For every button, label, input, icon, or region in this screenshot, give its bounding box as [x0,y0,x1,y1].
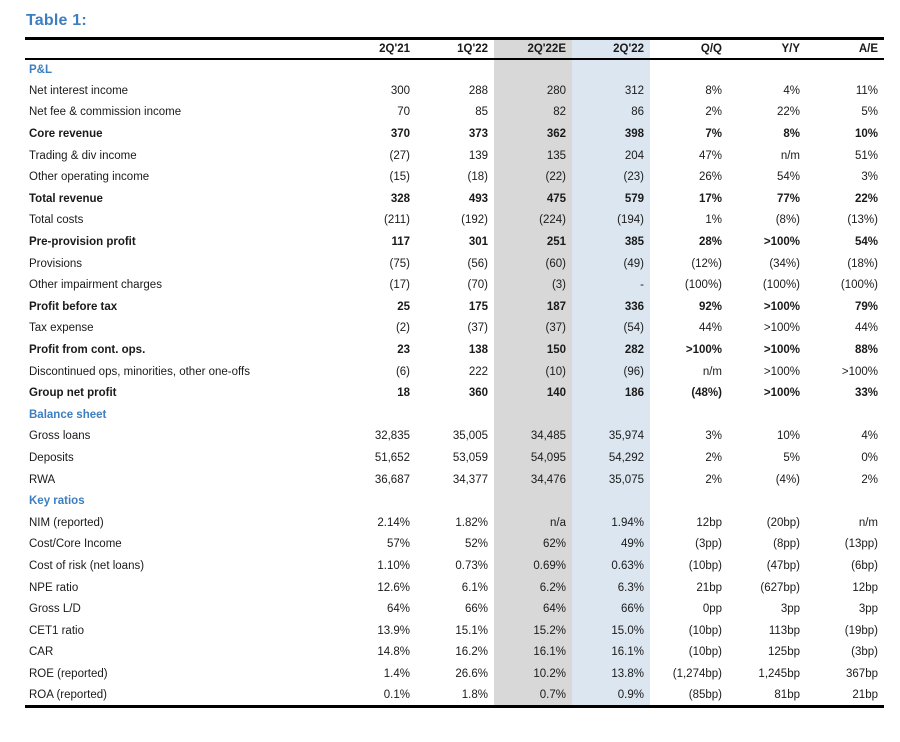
value-cell: 66% [464,603,488,616]
value-cell: 10% [854,128,878,141]
value-cell: 7% [705,128,722,141]
empty-cell [806,404,884,426]
value-cell: 53,059 [452,451,488,464]
value-cell: 1% [705,214,722,227]
value-cell: 300 [390,84,410,97]
value-cell: 82 [494,102,572,124]
row-label: Total costs [29,214,84,227]
value-cell: (2) [395,322,410,335]
section-header-row [25,404,884,426]
header-row-label [25,39,338,59]
value-cell: 222 [468,365,488,378]
value-cell: 35,005 [452,430,488,443]
value-cell: (17) [389,279,410,292]
value-cell: 81bp [774,688,800,701]
value-cell: 22% [854,192,878,205]
value-cell: 0% [861,451,878,464]
row-label: Gross L/D [29,603,81,616]
value-cell: 1.4% [383,667,410,680]
value-cell: 54,095 [494,447,572,469]
table-row [25,426,884,448]
row-label: Net interest income [29,84,129,97]
value-cell: 79% [854,300,878,313]
value-cell: 66% [572,598,650,620]
value-cell: (18) [467,171,488,184]
table-row [25,534,884,556]
table-row [25,318,884,340]
row-label: Profit from cont. ops. [29,344,146,357]
value-cell: 54% [776,171,800,184]
value-cell: 21bp [696,581,722,594]
row-label: Trading & div income [29,149,137,162]
value-cell: 16.2% [455,646,488,659]
value-cell: 336 [572,296,650,318]
value-cell: >100% [763,387,800,400]
row-label: Profit before tax [29,300,118,313]
value-cell: 5% [783,451,800,464]
value-cell: (54) [572,318,650,340]
row-label: Core revenue [29,128,103,141]
value-cell: (20bp) [766,516,800,529]
value-cell: 113bp [768,624,800,637]
value-cell: 360 [468,387,488,400]
value-cell: 328 [390,192,410,205]
section-title: Key ratios [29,495,85,508]
table-row [25,80,884,102]
value-cell: 398 [572,123,650,145]
value-cell: 17% [698,192,722,205]
row-label: Other operating income [29,171,150,184]
value-cell: 6.1% [461,581,488,594]
value-cell: (194) [572,210,650,232]
value-cell: 370 [390,128,410,141]
value-cell: 12.6% [377,581,410,594]
value-cell: 0.63% [572,555,650,577]
value-cell: 139 [468,149,488,162]
value-cell: 51% [854,149,878,162]
value-cell: 301 [468,236,488,249]
value-cell: >100% [763,365,800,378]
value-cell: 135 [494,145,572,167]
empty-cell [728,59,806,81]
row-label: NIM (reported) [29,516,104,529]
value-cell: 54% [854,236,878,249]
table-row [25,253,884,275]
value-cell: 3% [705,430,722,443]
value-cell: 0.69% [494,555,572,577]
empty-cell [572,59,650,81]
value-cell: 385 [572,231,650,253]
value-cell: 26% [698,171,722,184]
empty-cell [650,490,728,512]
table-row [25,231,884,253]
table-row [25,296,884,318]
value-cell: 33% [854,387,878,400]
value-cell: 373 [468,128,488,141]
value-cell: 5% [861,106,878,119]
row-label: ROE (reported) [29,667,108,680]
value-cell: (100%) [762,279,800,292]
table-row [25,145,884,167]
table-row [25,188,884,210]
row-label: CET1 ratio [29,624,84,637]
row-label: Gross loans [29,430,91,443]
empty-cell [806,490,884,512]
row-label: Net fee & commission income [29,106,182,119]
value-cell: (10bp) [688,624,722,637]
table-body [25,59,884,707]
value-cell: 3% [861,171,878,184]
value-cell: >100% [763,236,800,249]
value-cell: (37) [467,322,488,335]
table-row [25,339,884,361]
value-cell: (211) [384,214,410,227]
table-row [25,166,884,188]
value-cell: (12%) [691,257,722,270]
value-cell: 54,292 [572,447,650,469]
section-title: Balance sheet [29,408,107,421]
value-cell: 35,974 [572,426,650,448]
value-cell: (60) [494,253,572,275]
value-cell: 88% [854,344,878,357]
column-header-Q/Q: Q/Q [650,39,728,59]
value-cell: (3bp) [851,646,878,659]
value-cell: (1,274bp) [672,667,722,680]
value-cell: 3pp [780,603,800,616]
value-cell: (3) [494,274,572,296]
value-cell: 21bp [852,688,878,701]
empty-cell [494,490,572,512]
value-cell: - [572,274,650,296]
column-header-A/E: A/E [806,39,884,59]
value-cell: 28% [698,236,722,249]
value-cell: 64% [386,603,410,616]
value-cell: 22% [776,106,800,119]
value-cell: 0pp [702,603,722,616]
value-cell: 8% [705,84,722,97]
value-cell: (13%) [847,214,878,227]
value-cell: 2% [861,473,878,486]
table-row [25,102,884,124]
value-cell: 85 [475,106,488,119]
table-row [25,620,884,642]
empty-cell [416,404,494,426]
value-cell: 150 [494,339,572,361]
value-cell: 52% [464,538,488,551]
value-cell: 62% [494,534,572,556]
value-cell: 2.14% [377,516,410,529]
empty-cell [338,404,416,426]
empty-cell [650,59,728,81]
header-row [25,39,884,59]
value-cell: 92% [698,300,722,313]
value-cell: 25 [397,300,410,313]
value-cell: (47bp) [766,559,800,572]
value-cell: 475 [494,188,572,210]
row-label: Cost/Core Income [29,538,122,551]
value-cell: 493 [468,192,488,205]
row-label: RWA [29,473,56,486]
table-row [25,361,884,383]
value-cell: 8% [783,128,800,141]
value-cell: 0.73% [455,559,488,572]
row-label: NPE ratio [29,581,79,594]
value-cell: (224) [494,210,572,232]
value-cell: (13pp) [844,538,878,551]
value-cell: 70 [397,106,410,119]
value-cell: (49) [572,253,650,275]
section-header-row [25,59,884,81]
value-cell: 47% [698,149,722,162]
section-title: P&L [29,63,52,76]
row-label: ROA (reported) [29,688,107,701]
value-cell: 18 [397,387,410,400]
table-row [25,469,884,491]
value-cell: 64% [494,598,572,620]
value-cell: 44% [854,322,878,335]
row-label: CAR [29,646,54,659]
value-cell: >100% [763,344,800,357]
table-row [25,274,884,296]
value-cell: (18%) [847,257,878,270]
value-cell: 2% [705,106,722,119]
value-cell: 34,485 [494,426,572,448]
value-cell: (6bp) [851,559,878,572]
section-header-row [25,490,884,512]
value-cell: 57% [386,538,410,551]
value-cell: (8%) [775,214,800,227]
value-cell: 1,245bp [758,667,800,680]
value-cell: 86 [572,102,650,124]
value-cell: 34,476 [494,469,572,491]
value-cell: (27) [389,149,410,162]
value-cell: 288 [468,84,488,97]
value-cell: (96) [572,361,650,383]
value-cell: 2% [705,451,722,464]
value-cell: (56) [467,257,488,270]
value-cell: 15.1% [455,624,488,637]
value-cell: 280 [494,80,572,102]
value-cell: 1.94% [572,512,650,534]
empty-cell [416,490,494,512]
empty-cell [572,404,650,426]
value-cell: 6.3% [572,577,650,599]
table-row [25,685,884,707]
column-header-2Q'22E: 2Q'22E [494,39,572,59]
value-cell: 282 [572,339,650,361]
value-cell: 34,377 [452,473,488,486]
value-cell: (192) [461,214,488,227]
empty-cell [338,490,416,512]
value-cell: 204 [572,145,650,167]
value-cell: 4% [783,84,800,97]
value-cell: 1.82% [455,516,488,529]
empty-cell [806,59,884,81]
value-cell: 1.8% [461,688,488,701]
value-cell: 12bp [696,516,722,529]
value-cell: 186 [572,382,650,404]
value-cell: 77% [776,192,800,205]
financial-table [25,37,884,708]
value-cell: 187 [494,296,572,318]
table-row [25,663,884,685]
value-cell: 10% [776,430,800,443]
value-cell: 579 [572,188,650,210]
value-cell: n/m [780,149,800,162]
value-cell: 3pp [858,603,878,616]
value-cell: 16.1% [494,642,572,664]
row-label: Pre-provision profit [29,236,136,249]
value-cell: 6.2% [494,577,572,599]
column-header-2Q'21: 2Q'21 [338,39,416,59]
value-cell: 13.9% [377,624,410,637]
value-cell: 12bp [852,581,878,594]
value-cell: >100% [841,365,878,378]
value-cell: (37) [494,318,572,340]
value-cell: 44% [698,322,722,335]
value-cell: 2% [705,473,722,486]
value-cell: 32,835 [374,430,410,443]
empty-cell [338,59,416,81]
value-cell: (3pp) [695,538,722,551]
value-cell: >100% [685,344,722,357]
value-cell: (8pp) [773,538,800,551]
empty-cell [572,490,650,512]
value-cell: 4% [861,430,878,443]
value-cell: n/a [494,512,572,534]
value-cell: (10) [494,361,572,383]
value-cell: 138 [468,344,488,357]
empty-cell [494,59,572,81]
value-cell: (627bp) [760,581,800,594]
value-cell: (34%) [769,257,800,270]
table-row [25,123,884,145]
value-cell: (85bp) [688,688,722,701]
empty-cell [728,490,806,512]
value-cell: 26.6% [455,667,488,680]
table-row [25,555,884,577]
value-cell: 0.9% [572,685,650,707]
value-cell: n/m [858,516,878,529]
value-cell: 35,075 [572,469,650,491]
value-cell: 0.1% [383,688,410,701]
table-header [25,39,884,59]
table-row [25,447,884,469]
value-cell: n/m [702,365,722,378]
value-cell: 117 [391,236,410,249]
empty-cell [494,404,572,426]
value-cell: 13.8% [572,663,650,685]
value-cell: (6) [395,365,410,378]
empty-cell [416,59,494,81]
table-title: Table 1: [26,12,87,29]
value-cell: 10.2% [494,663,572,685]
empty-cell [650,404,728,426]
value-cell: 15.2% [494,620,572,642]
value-cell: (4%) [775,473,800,486]
empty-cell [728,404,806,426]
value-cell: 251 [494,231,572,253]
table-row [25,642,884,664]
value-cell: (48%) [691,387,722,400]
row-label: Other impairment charges [29,279,162,292]
value-cell: 0.7% [494,685,572,707]
table-row [25,512,884,534]
row-label: Group net profit [29,387,117,400]
value-cell: 15.0% [572,620,650,642]
value-cell: (10bp) [688,559,722,572]
row-label: Cost of risk (net loans) [29,559,145,572]
table-row [25,577,884,599]
value-cell: (100%) [684,279,722,292]
value-cell: (15) [389,171,410,184]
value-cell: 36,687 [374,473,410,486]
value-cell: 11% [855,84,878,97]
value-cell: 1.10% [377,559,410,572]
value-cell: 23 [397,344,410,357]
row-label: Discontinued ops, minorities, other one-offs [29,365,250,378]
value-cell: (23) [572,166,650,188]
value-cell: 51,652 [374,451,410,464]
table-row [25,598,884,620]
value-cell: >100% [763,322,800,335]
value-cell: 14.8% [377,646,410,659]
value-cell: 125bp [768,646,800,659]
column-header-1Q'22: 1Q'22 [416,39,494,59]
value-cell: (70) [467,279,488,292]
row-label: Provisions [29,257,83,270]
table-row [25,210,884,232]
value-cell: 140 [494,382,572,404]
value-cell: (100%) [840,279,878,292]
value-cell: (19bp) [844,624,878,637]
value-cell: >100% [763,300,800,313]
row-label: Tax expense [29,322,94,335]
row-label: Total revenue [29,192,103,205]
column-header-2Q'22: 2Q'22 [572,39,650,59]
value-cell: 175 [468,300,488,313]
value-cell: 362 [494,123,572,145]
row-label: Deposits [29,451,74,464]
column-header-Y/Y: Y/Y [728,39,806,59]
table-row [25,382,884,404]
value-cell: (75) [389,257,410,270]
value-cell: 16.1% [572,642,650,664]
value-cell: (10bp) [688,646,722,659]
value-cell: 312 [572,80,650,102]
value-cell: (22) [494,166,572,188]
value-cell: 367bp [846,667,878,680]
value-cell: 49% [572,534,650,556]
